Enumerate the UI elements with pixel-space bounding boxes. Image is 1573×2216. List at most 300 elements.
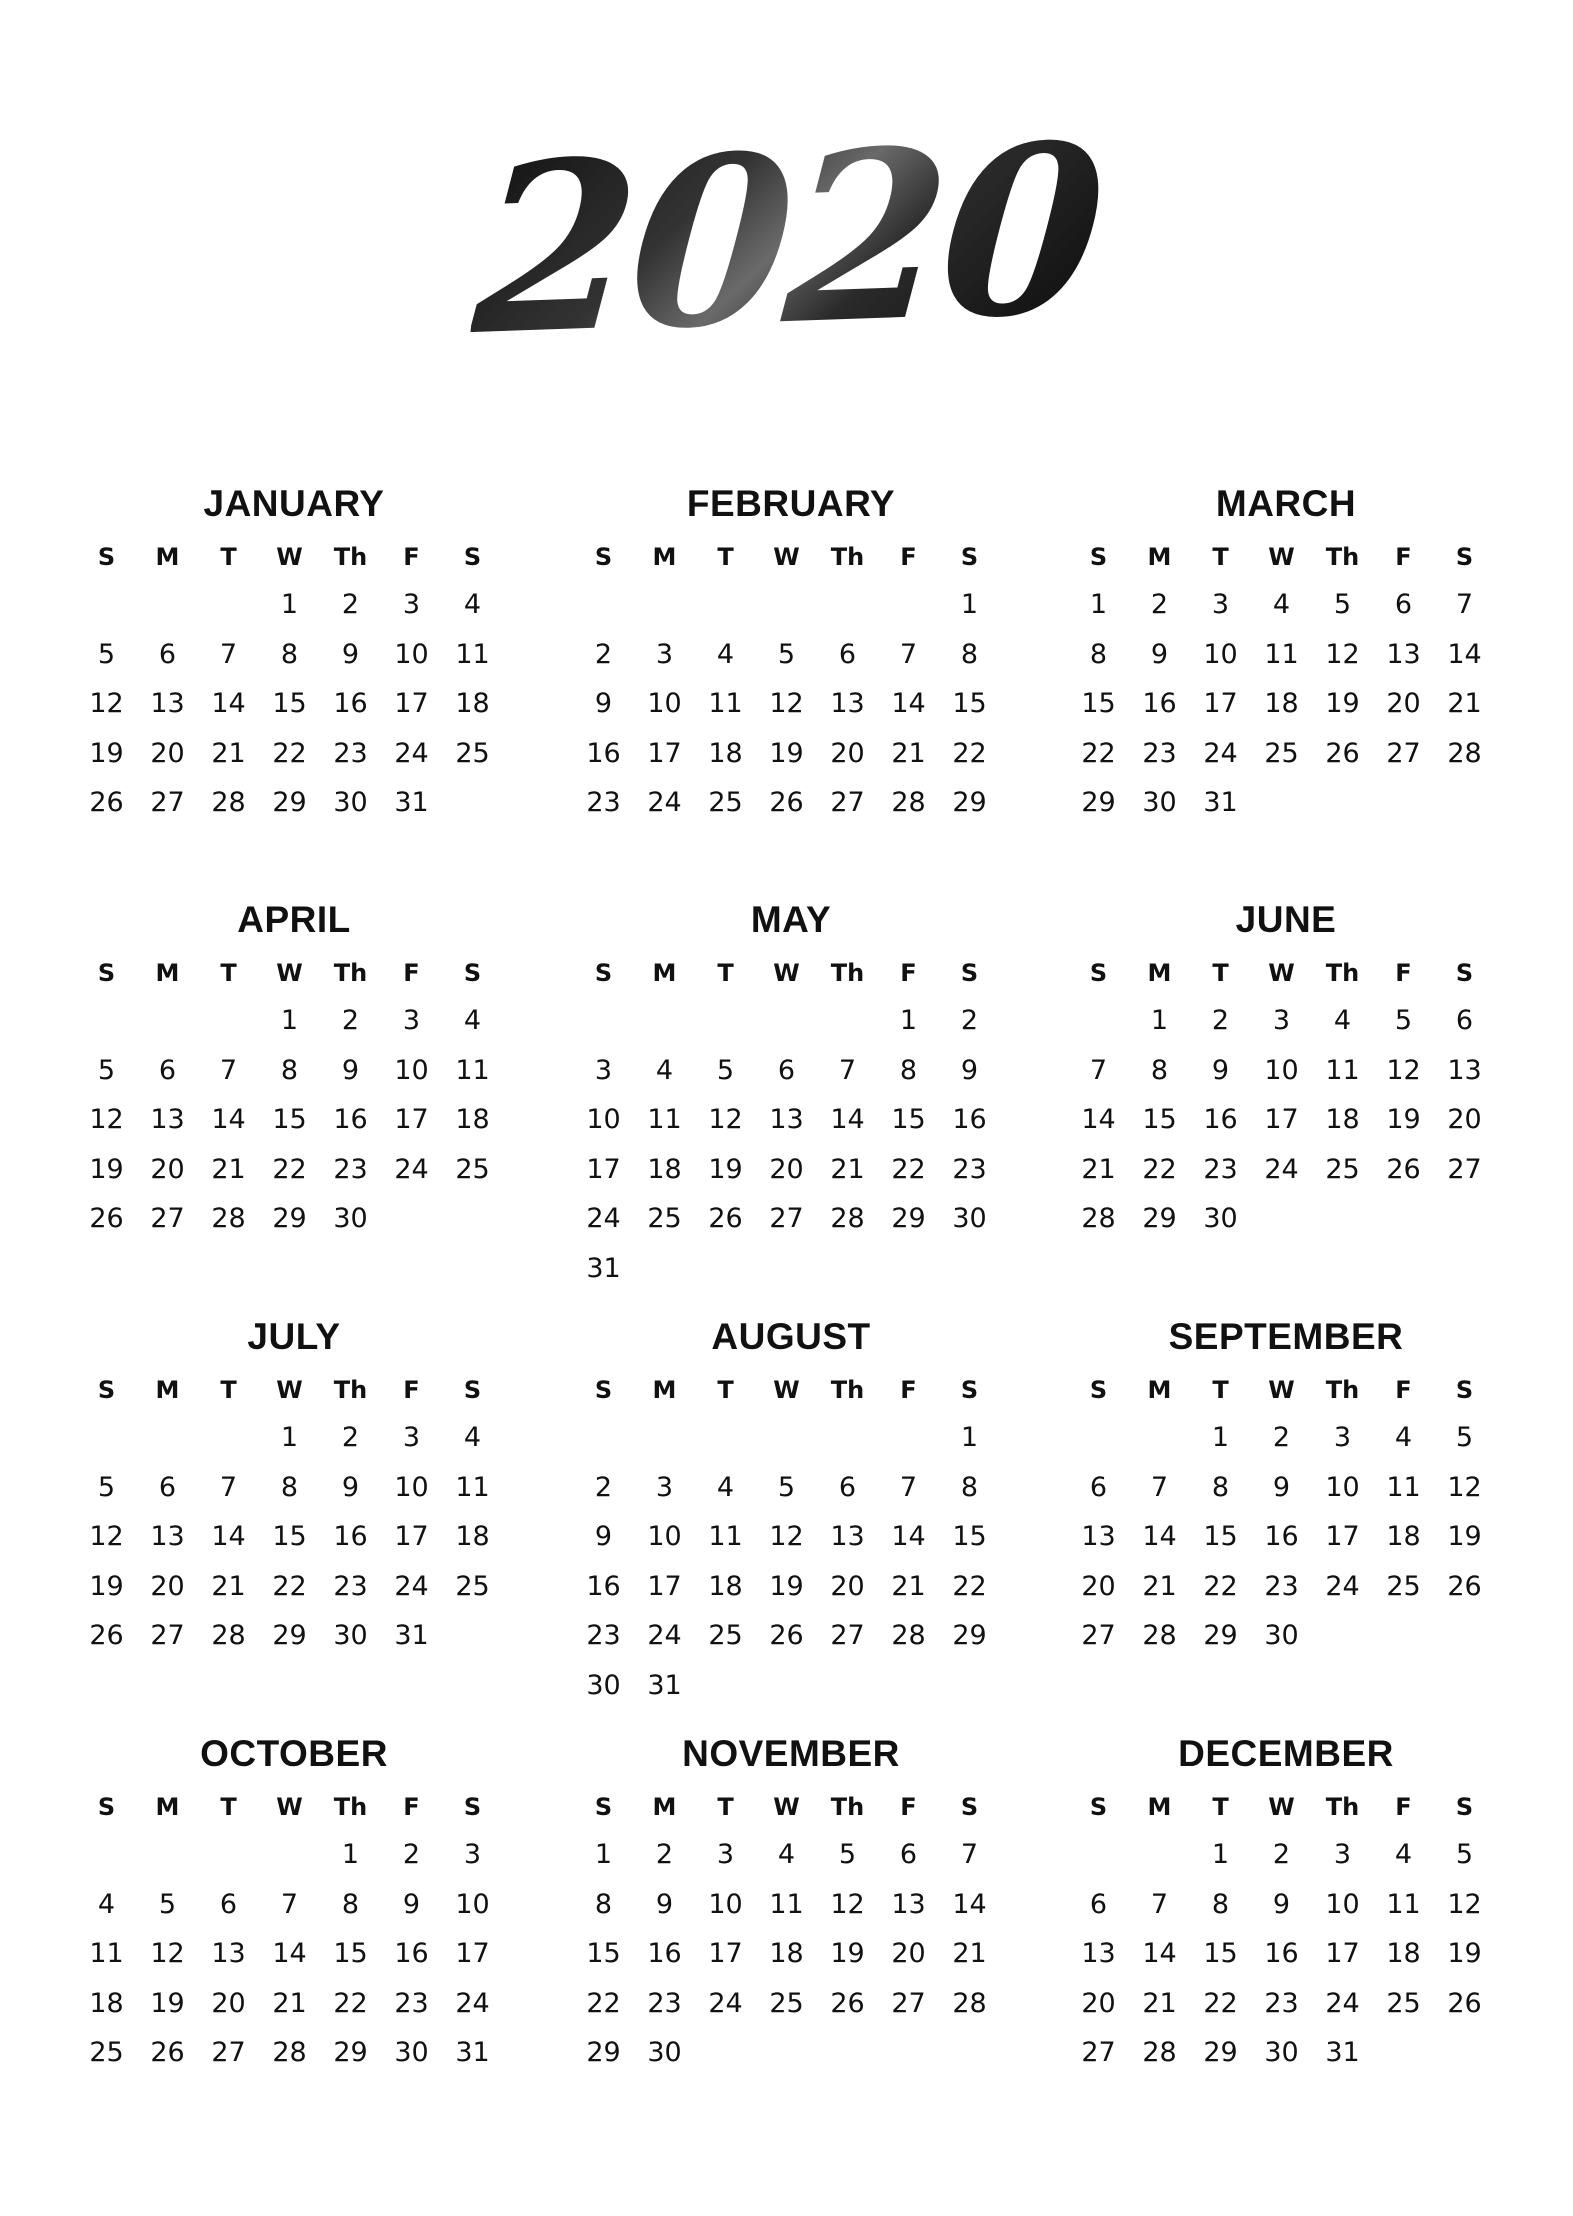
day-number: 13 bbox=[150, 688, 185, 719]
empty-day-cell bbox=[1068, 1413, 1129, 1463]
day-number: 17 bbox=[647, 1570, 682, 1602]
day-number: 11 bbox=[455, 638, 490, 670]
day-number: 8 bbox=[280, 638, 299, 670]
day-number: 25 bbox=[455, 1153, 490, 1185]
day-number: 18 bbox=[455, 688, 490, 719]
day-number: 1 bbox=[960, 1422, 979, 1453]
day-number: 28 bbox=[891, 787, 926, 818]
empty-day-cell bbox=[756, 996, 817, 1046]
day-number: 21 bbox=[891, 737, 926, 769]
day-number: 29 bbox=[1142, 1203, 1177, 1234]
day-number: 15 bbox=[272, 1104, 307, 1135]
day-number: 1 bbox=[1089, 589, 1108, 620]
empty-day-cell bbox=[878, 580, 939, 630]
day-number: 11 bbox=[1386, 1888, 1421, 1920]
empty-day-cell bbox=[695, 996, 756, 1046]
day-number: 28 bbox=[1142, 1620, 1177, 1651]
day-number: 21 bbox=[952, 1938, 987, 1969]
day-number: 30 bbox=[647, 2037, 682, 2068]
weekday-header: T bbox=[220, 1376, 237, 1404]
day-number: 4 bbox=[777, 1839, 796, 1870]
weekday-header: W bbox=[1268, 1793, 1295, 1821]
empty-day-cell bbox=[817, 580, 878, 630]
weekday-header: M bbox=[1147, 959, 1172, 987]
day-number: 8 bbox=[280, 1054, 299, 1086]
day-number: 14 bbox=[1142, 1938, 1177, 1969]
weekday-header: T bbox=[717, 543, 734, 571]
day-number: 11 bbox=[455, 1054, 490, 1086]
weekday-header: S bbox=[97, 1793, 116, 1821]
day-number: 6 bbox=[1089, 1471, 1108, 1503]
day-number: 6 bbox=[838, 1471, 857, 1503]
weekday-header: T bbox=[717, 1376, 734, 1404]
empty-day-cell bbox=[573, 996, 634, 1046]
day-number: 22 bbox=[1081, 737, 1116, 769]
day-number: 23 bbox=[586, 787, 621, 818]
day-number: 4 bbox=[97, 1888, 116, 1920]
empty-day-cell bbox=[259, 1830, 320, 1880]
month-name: FEBRUARY bbox=[686, 483, 896, 524]
day-number: 19 bbox=[1447, 1521, 1482, 1552]
day-number: 14 bbox=[1447, 638, 1482, 670]
day-number: 8 bbox=[341, 1888, 360, 1920]
day-number: 27 bbox=[150, 787, 185, 818]
day-number: 15 bbox=[272, 1521, 307, 1552]
day-number: 22 bbox=[891, 1153, 926, 1185]
day-number: 19 bbox=[1447, 1938, 1482, 1969]
day-number: 9 bbox=[594, 1521, 613, 1552]
day-number: 1 bbox=[280, 589, 299, 620]
day-number: 28 bbox=[211, 787, 246, 818]
day-number: 22 bbox=[586, 1987, 621, 2019]
weekday-header: W bbox=[276, 1376, 303, 1404]
day-number: 30 bbox=[586, 1669, 621, 1701]
empty-day-cell bbox=[198, 580, 259, 630]
day-number: 1 bbox=[280, 1005, 299, 1036]
day-number: 15 bbox=[333, 1938, 368, 1969]
day-number: 16 bbox=[647, 1938, 682, 1969]
empty-day-cell bbox=[1068, 996, 1129, 1046]
day-number: 21 bbox=[1142, 1987, 1177, 2019]
weekday-header: T bbox=[220, 543, 237, 571]
day-number: 18 bbox=[647, 1153, 682, 1185]
month-day-grid bbox=[573, 534, 1009, 828]
day-number: 3 bbox=[655, 1471, 674, 1503]
day-number: 15 bbox=[891, 1104, 926, 1135]
day-number: 3 bbox=[463, 1839, 482, 1870]
day-number: 4 bbox=[655, 1054, 674, 1086]
day-number: 24 bbox=[708, 1987, 743, 2019]
day-number: 8 bbox=[1089, 638, 1108, 670]
day-number: 5 bbox=[716, 1054, 735, 1086]
day-number: 8 bbox=[960, 638, 979, 670]
day-number: 3 bbox=[1333, 1422, 1352, 1453]
day-number: 9 bbox=[594, 688, 613, 719]
day-number: 21 bbox=[1142, 1570, 1177, 1602]
day-number: 9 bbox=[402, 1888, 421, 1920]
empty-day-cell bbox=[137, 580, 198, 630]
day-number: 7 bbox=[219, 1471, 238, 1503]
weekday-header: F bbox=[900, 543, 917, 571]
day-number: 16 bbox=[1264, 1938, 1299, 1969]
weekday-header: W bbox=[1268, 543, 1295, 571]
day-number: 23 bbox=[333, 1570, 368, 1602]
weekday-header: Th bbox=[333, 1376, 368, 1404]
day-number: 29 bbox=[272, 1203, 307, 1234]
day-number: 22 bbox=[1203, 1987, 1238, 2019]
day-number: 25 bbox=[708, 787, 743, 818]
month-march bbox=[1068, 478, 1504, 828]
day-number: 23 bbox=[1264, 1570, 1299, 1602]
day-number: 28 bbox=[830, 1203, 865, 1234]
day-number: 6 bbox=[899, 1839, 918, 1870]
day-number: 30 bbox=[394, 2037, 429, 2068]
day-number: 13 bbox=[830, 1521, 865, 1552]
weekday-header: S bbox=[1089, 959, 1108, 987]
weekday-header: S bbox=[463, 543, 482, 571]
day-number: 21 bbox=[211, 1570, 246, 1602]
day-number: 17 bbox=[1203, 688, 1238, 719]
empty-day-cell bbox=[573, 580, 634, 630]
day-number: 8 bbox=[1150, 1054, 1169, 1086]
day-number: 25 bbox=[455, 737, 490, 769]
day-number: 25 bbox=[1264, 737, 1299, 769]
empty-day-cell bbox=[1068, 1830, 1129, 1880]
month-name: JANUARY bbox=[203, 483, 385, 524]
day-number: 31 bbox=[394, 1620, 429, 1651]
day-number: 7 bbox=[899, 638, 918, 670]
day-number: 30 bbox=[333, 787, 368, 818]
weekday-header: W bbox=[276, 1793, 303, 1821]
day-number: 6 bbox=[158, 1471, 177, 1503]
month-february bbox=[573, 478, 1009, 828]
day-number: 18 bbox=[1325, 1104, 1360, 1135]
day-number: 27 bbox=[1386, 737, 1421, 769]
weekday-header: S bbox=[463, 1793, 482, 1821]
day-number: 15 bbox=[1142, 1104, 1177, 1135]
day-number: 7 bbox=[838, 1054, 857, 1086]
day-number: 10 bbox=[394, 1054, 429, 1086]
weekday-header: F bbox=[403, 1793, 420, 1821]
day-number: 16 bbox=[333, 1104, 368, 1135]
day-number: 9 bbox=[341, 638, 360, 670]
day-number: 20 bbox=[891, 1938, 926, 1969]
weekday-header: Th bbox=[333, 959, 368, 987]
month-january bbox=[76, 478, 512, 828]
day-number: 5 bbox=[97, 1054, 116, 1086]
day-number: 27 bbox=[150, 1620, 185, 1651]
day-number: 21 bbox=[211, 1153, 246, 1185]
empty-day-cell bbox=[137, 996, 198, 1046]
day-number: 11 bbox=[647, 1104, 682, 1135]
day-number: 19 bbox=[1325, 688, 1360, 719]
day-number: 22 bbox=[1142, 1153, 1177, 1185]
day-number: 16 bbox=[333, 688, 368, 719]
empty-day-cell bbox=[198, 1830, 259, 1880]
day-number: 26 bbox=[89, 1620, 124, 1651]
day-number: 2 bbox=[960, 1005, 979, 1036]
day-number: 1 bbox=[960, 589, 979, 620]
weekday-header: F bbox=[900, 1376, 917, 1404]
year-title bbox=[0, 91, 1573, 388]
day-number: 4 bbox=[463, 1005, 482, 1036]
day-number: 20 bbox=[211, 1987, 246, 2019]
year-text: 2020 bbox=[466, 91, 1107, 388]
day-number: 6 bbox=[838, 638, 857, 670]
day-number: 18 bbox=[455, 1521, 490, 1552]
day-number: 13 bbox=[211, 1938, 246, 1969]
day-number: 12 bbox=[150, 1938, 185, 1969]
day-number: 19 bbox=[89, 1570, 124, 1602]
day-number: 1 bbox=[1211, 1422, 1230, 1453]
weekday-header: W bbox=[1268, 959, 1295, 987]
day-number: 7 bbox=[1150, 1888, 1169, 1920]
day-number: 20 bbox=[150, 1153, 185, 1185]
day-number: 9 bbox=[341, 1471, 360, 1503]
weekday-header: Th bbox=[830, 1376, 865, 1404]
day-number: 17 bbox=[394, 1521, 429, 1552]
month-name: AUGUST bbox=[711, 1316, 871, 1357]
day-number: 1 bbox=[341, 1839, 360, 1870]
month-name: MAY bbox=[750, 899, 832, 940]
day-number: 15 bbox=[952, 688, 987, 719]
day-number: 10 bbox=[394, 638, 429, 670]
weekday-header: S bbox=[960, 543, 979, 571]
day-number: 27 bbox=[830, 787, 865, 818]
weekday-header: M bbox=[155, 959, 180, 987]
day-number: 4 bbox=[463, 589, 482, 620]
day-number: 15 bbox=[952, 1521, 987, 1552]
weekday-header: S bbox=[1089, 543, 1108, 571]
day-number: 30 bbox=[1203, 1203, 1238, 1234]
month-day-grid bbox=[76, 1784, 512, 2078]
day-number: 29 bbox=[333, 2037, 368, 2068]
day-number: 10 bbox=[1203, 638, 1238, 670]
day-number: 25 bbox=[1386, 1987, 1421, 2019]
empty-day-cell bbox=[817, 1413, 878, 1463]
day-number: 23 bbox=[1142, 737, 1177, 769]
month-day-grid bbox=[573, 1367, 1009, 1710]
day-number: 3 bbox=[594, 1054, 613, 1086]
empty-day-cell bbox=[1129, 1830, 1190, 1880]
day-number: 28 bbox=[891, 1620, 926, 1651]
day-number: 19 bbox=[769, 1570, 804, 1602]
day-number: 29 bbox=[891, 1203, 926, 1234]
day-number: 28 bbox=[952, 1987, 987, 2019]
day-number: 26 bbox=[769, 1620, 804, 1651]
day-number: 2 bbox=[1150, 589, 1169, 620]
weekday-header: F bbox=[403, 959, 420, 987]
day-number: 5 bbox=[1455, 1839, 1474, 1870]
day-number: 16 bbox=[1142, 688, 1177, 719]
weekday-header: M bbox=[155, 543, 180, 571]
day-number: 19 bbox=[769, 737, 804, 769]
day-number: 5 bbox=[158, 1888, 177, 1920]
day-number: 20 bbox=[1081, 1570, 1116, 1602]
day-number: 2 bbox=[594, 1471, 613, 1503]
day-number: 12 bbox=[830, 1888, 865, 1920]
day-number: 31 bbox=[586, 1252, 621, 1284]
day-number: 24 bbox=[394, 1570, 429, 1602]
weekday-header: Th bbox=[333, 1793, 368, 1821]
day-number: 17 bbox=[394, 688, 429, 719]
weekday-header: S bbox=[97, 543, 116, 571]
day-number: 9 bbox=[1211, 1054, 1230, 1086]
day-number: 3 bbox=[655, 638, 674, 670]
weekday-header: Th bbox=[1325, 1793, 1360, 1821]
weekday-header: F bbox=[403, 543, 420, 571]
day-number: 7 bbox=[219, 638, 238, 670]
day-number: 16 bbox=[586, 1570, 621, 1602]
day-number: 4 bbox=[716, 638, 735, 670]
day-number: 15 bbox=[1203, 1938, 1238, 1969]
day-number: 12 bbox=[89, 1521, 124, 1552]
day-number: 4 bbox=[1394, 1839, 1413, 1870]
day-number: 5 bbox=[777, 638, 796, 670]
month-day-grid bbox=[1068, 950, 1504, 1244]
day-number: 9 bbox=[1272, 1888, 1291, 1920]
day-number: 18 bbox=[1386, 1521, 1421, 1552]
day-number: 28 bbox=[211, 1203, 246, 1234]
day-number: 21 bbox=[1447, 688, 1482, 719]
day-number: 5 bbox=[1455, 1422, 1474, 1453]
weekday-header: S bbox=[594, 959, 613, 987]
day-number: 6 bbox=[158, 638, 177, 670]
weekday-header: W bbox=[276, 543, 303, 571]
day-number: 25 bbox=[769, 1987, 804, 2019]
day-number: 14 bbox=[952, 1888, 987, 1920]
day-number: 31 bbox=[455, 2037, 490, 2068]
day-number: 20 bbox=[150, 1570, 185, 1602]
day-number: 30 bbox=[1142, 787, 1177, 818]
day-number: 20 bbox=[830, 1570, 865, 1602]
empty-day-cell bbox=[1129, 1413, 1190, 1463]
weekday-header: S bbox=[1455, 1376, 1474, 1404]
day-number: 27 bbox=[1447, 1153, 1482, 1185]
day-number: 27 bbox=[150, 1203, 185, 1234]
day-number: 2 bbox=[655, 1839, 674, 1870]
day-number: 27 bbox=[769, 1203, 804, 1234]
empty-day-cell bbox=[634, 1413, 695, 1463]
weekday-header: S bbox=[960, 1376, 979, 1404]
day-number: 16 bbox=[394, 1938, 429, 1969]
day-number: 11 bbox=[708, 1521, 743, 1552]
day-number: 11 bbox=[455, 1471, 490, 1503]
weekday-header: S bbox=[594, 543, 613, 571]
day-number: 9 bbox=[1272, 1471, 1291, 1503]
weekday-header: T bbox=[1212, 1793, 1229, 1821]
day-number: 10 bbox=[394, 1471, 429, 1503]
month-september bbox=[1068, 1311, 1504, 1661]
day-number: 5 bbox=[777, 1471, 796, 1503]
weekday-header: Th bbox=[1325, 959, 1360, 987]
day-number: 13 bbox=[150, 1521, 185, 1552]
weekday-header: Th bbox=[830, 543, 865, 571]
day-number: 12 bbox=[1447, 1471, 1482, 1503]
month-december bbox=[1068, 1728, 1504, 2078]
day-number: 24 bbox=[394, 737, 429, 769]
day-number: 16 bbox=[952, 1104, 987, 1135]
day-number: 29 bbox=[1203, 1620, 1238, 1651]
weekday-header: F bbox=[1395, 543, 1412, 571]
day-number: 11 bbox=[89, 1938, 124, 1969]
day-number: 9 bbox=[341, 1054, 360, 1086]
day-number: 21 bbox=[1081, 1153, 1116, 1185]
day-number: 2 bbox=[1272, 1422, 1291, 1453]
day-number: 2 bbox=[341, 1005, 360, 1036]
empty-day-cell bbox=[634, 996, 695, 1046]
month-name: MARCH bbox=[1215, 483, 1357, 524]
weekday-header: M bbox=[155, 1376, 180, 1404]
weekday-header: T bbox=[1212, 543, 1229, 571]
day-number: 18 bbox=[455, 1104, 490, 1135]
day-number: 27 bbox=[211, 2037, 246, 2068]
weekday-header: M bbox=[1147, 543, 1172, 571]
day-number: 11 bbox=[1325, 1054, 1360, 1086]
day-number: 29 bbox=[952, 787, 987, 818]
day-number: 23 bbox=[333, 1153, 368, 1185]
day-number: 27 bbox=[1081, 2037, 1116, 2068]
day-number: 26 bbox=[1447, 1987, 1482, 2019]
day-number: 28 bbox=[211, 1620, 246, 1651]
day-number: 11 bbox=[1386, 1471, 1421, 1503]
day-number: 22 bbox=[333, 1987, 368, 2019]
day-number: 21 bbox=[891, 1570, 926, 1602]
weekday-header: M bbox=[1147, 1376, 1172, 1404]
day-number: 23 bbox=[394, 1987, 429, 2019]
month-day-grid bbox=[1068, 1367, 1504, 1661]
day-number: 14 bbox=[1142, 1521, 1177, 1552]
empty-day-cell bbox=[137, 1830, 198, 1880]
day-number: 26 bbox=[150, 2037, 185, 2068]
weekday-header: S bbox=[463, 1376, 482, 1404]
weekday-header: S bbox=[1455, 959, 1474, 987]
day-number: 7 bbox=[280, 1888, 299, 1920]
day-number: 3 bbox=[1211, 589, 1230, 620]
day-number: 23 bbox=[952, 1153, 987, 1185]
day-number: 25 bbox=[708, 1620, 743, 1651]
day-number: 3 bbox=[402, 1005, 421, 1036]
month-day-grid bbox=[1068, 534, 1504, 828]
day-number: 31 bbox=[1203, 787, 1238, 818]
day-number: 8 bbox=[1211, 1471, 1230, 1503]
weekday-header: S bbox=[594, 1376, 613, 1404]
day-number: 5 bbox=[838, 1839, 857, 1870]
weekday-header: T bbox=[1212, 1376, 1229, 1404]
day-number: 10 bbox=[1325, 1888, 1360, 1920]
day-number: 29 bbox=[272, 1620, 307, 1651]
day-number: 5 bbox=[1333, 589, 1352, 620]
weekday-header: Th bbox=[830, 959, 865, 987]
day-number: 26 bbox=[830, 1987, 865, 2019]
day-number: 17 bbox=[1325, 1938, 1360, 1969]
weekday-header: M bbox=[1147, 1793, 1172, 1821]
day-number: 14 bbox=[1081, 1104, 1116, 1135]
day-number: 30 bbox=[1264, 2037, 1299, 2068]
day-number: 5 bbox=[97, 638, 116, 670]
day-number: 1 bbox=[1150, 1005, 1169, 1036]
empty-day-cell bbox=[573, 1413, 634, 1463]
day-number: 22 bbox=[272, 1153, 307, 1185]
day-number: 16 bbox=[1203, 1104, 1238, 1135]
day-number: 17 bbox=[647, 737, 682, 769]
day-number: 2 bbox=[341, 1422, 360, 1453]
weekday-header: S bbox=[97, 1376, 116, 1404]
day-number: 17 bbox=[586, 1153, 621, 1185]
day-number: 18 bbox=[1264, 688, 1299, 719]
day-number: 31 bbox=[647, 1669, 682, 1701]
weekday-header: S bbox=[1089, 1376, 1108, 1404]
